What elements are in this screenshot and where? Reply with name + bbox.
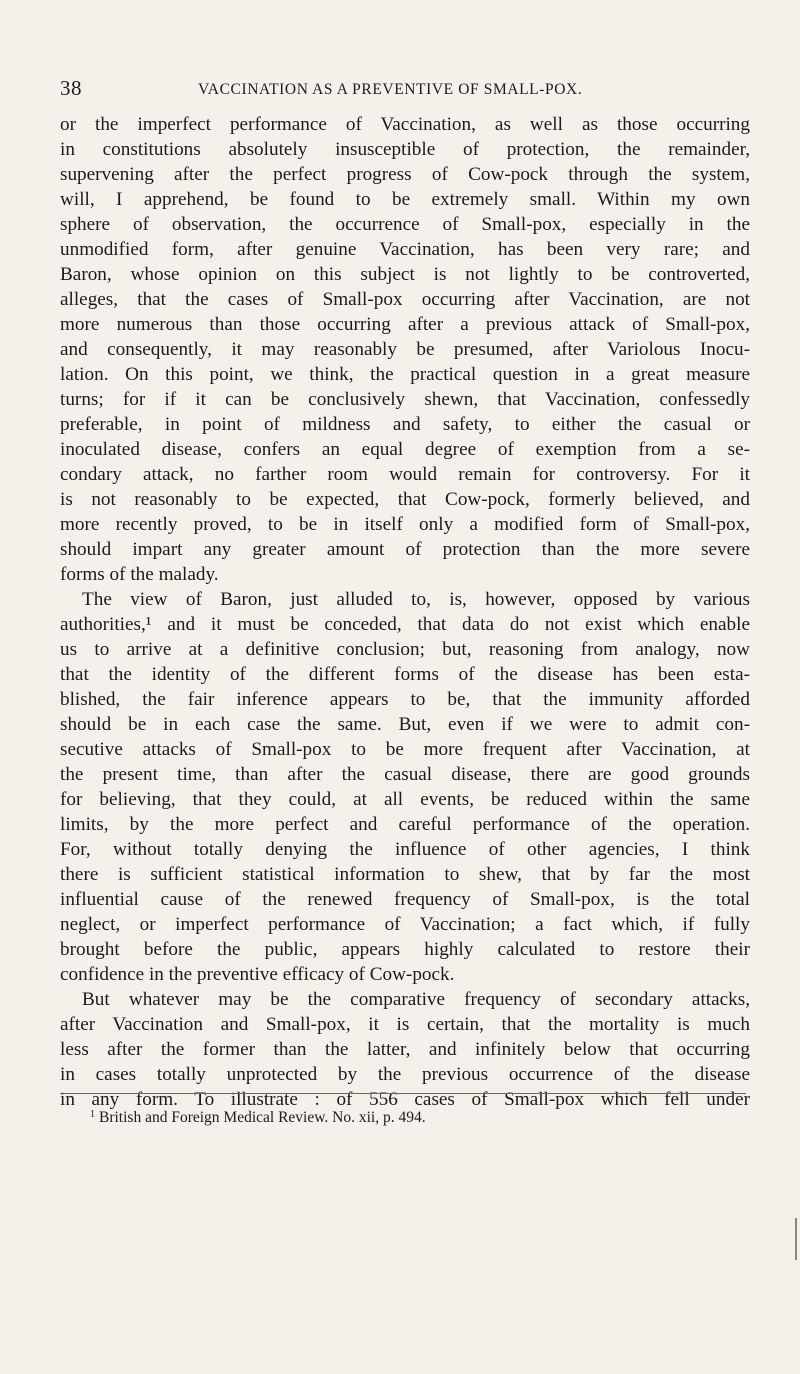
text-line: forms of the malady. bbox=[60, 564, 219, 585]
text-line: The view of Baron, just alluded to, is, however, opposed by various bbox=[82, 589, 750, 610]
text-line: and consequently, it may reasonably be presumed, after Variolous Inocu- bbox=[60, 339, 750, 360]
text-line: turns; for if it can be conclusively shewn, that Vaccination, confessedly bbox=[60, 389, 750, 410]
text-line: in cases totally unprotected by the previous occurrence of the disease bbox=[60, 1064, 750, 1085]
text-line: is not reasonably to be expected, that Cow-pock, formerly believed, and bbox=[60, 489, 750, 510]
text-line: or the imperfect performance of Vaccination, as well as those occurring bbox=[60, 114, 750, 135]
text-line: brought before the public, appears highly calculated to restore their bbox=[60, 939, 750, 960]
text-line: confidence in the preventive efficacy of Cow-pock. bbox=[60, 964, 455, 985]
text-line: more recently proved, to be in itself only a modified form of Small-pox, bbox=[60, 514, 750, 535]
text-line: in constitutions absolutely insusceptible of protection, the remainder, bbox=[60, 139, 750, 160]
text-line: condary attack, no farther room would remain for controversy. For it bbox=[60, 464, 750, 485]
body-text bbox=[60, 112, 750, 1112]
text-line: should impart any greater amount of protection than the more severe bbox=[60, 539, 750, 560]
running-head: VACCINATION AS A PREVENTIVE OF SMALL-POX. bbox=[198, 81, 583, 98]
text-line: more numerous than those occurring after a previous attack of Small-pox, bbox=[60, 314, 750, 335]
text-line: blished, the fair inference appears to be, that the immunity afforded bbox=[60, 689, 750, 710]
footnote-marker: 1 bbox=[90, 1109, 95, 1120]
text-line: preferable, in point of mildness and safety, to either the casual or bbox=[60, 414, 750, 435]
text-line: lation. On this point, we think, the practical question in a great measure bbox=[60, 364, 750, 385]
text-line: the present time, than after the casual disease, there are good grounds bbox=[60, 764, 750, 785]
text-line: unmodified form, after genuine Vaccination, has been very rare; and bbox=[60, 239, 750, 260]
footnote bbox=[90, 1104, 426, 1129]
text-line: us to arrive at a definitive conclusion; but, reasoning from analogy, now bbox=[60, 639, 750, 660]
text-line: influential cause of the renewed frequency of Small-pox, is the total bbox=[60, 889, 750, 910]
footnote-text: British and Foreign Medical Review. No. xii, p. 494. bbox=[99, 1109, 426, 1126]
text-line: for believing, that they could, at all events, be reduced within the same bbox=[60, 789, 750, 810]
text-line: that the identity of the different forms of the disease has been esta- bbox=[60, 664, 750, 685]
text-line: authorities,¹ and it must be conceded, that data do not exist which enable bbox=[60, 614, 750, 635]
page-header bbox=[60, 76, 760, 102]
text-line: there is sufficient statistical information to shew, that by far the most bbox=[60, 864, 750, 885]
text-line: secutive attacks of Small-pox to be more frequent after Vaccination, at bbox=[60, 739, 750, 760]
text-line: less after the former than the latter, and infinitely below that occurring bbox=[60, 1039, 750, 1060]
text-line: sphere of observation, the occurrence of Small-pox, especially in the bbox=[60, 214, 750, 235]
page-number: 38 bbox=[60, 76, 82, 100]
text-line: should be in each case the same. But, even if we were to admit con- bbox=[60, 714, 750, 735]
text-line: But whatever may be the comparative frequency of secondary attacks, bbox=[82, 989, 750, 1010]
text-line: Baron, whose opinion on this subject is not lightly to be controverted, bbox=[60, 264, 750, 285]
text-line: For, without totally denying the influence of other agencies, I think bbox=[60, 839, 750, 860]
text-line: alleges, that the cases of Small-pox occurring after Vaccination, are not bbox=[60, 289, 750, 310]
text-line: neglect, or imperfect performance of Vaccination; a fact which, if fully bbox=[60, 914, 750, 935]
text-line: limits, by the more perfect and careful performance of the operation. bbox=[60, 814, 750, 835]
page-edge-mark bbox=[795, 1218, 797, 1260]
text-line: will, I apprehend, be found to be extremely small. Within my own bbox=[60, 189, 750, 210]
text-line: supervening after the perfect progress of Cow-pock through the system, bbox=[60, 164, 750, 185]
text-line: after Vaccination and Small-pox, it is certain, that the mortality is much bbox=[60, 1014, 750, 1035]
text-line: in any form. To illustrate : of 556 cases of Small-pox which fell under bbox=[60, 1089, 750, 1110]
text-line: inoculated disease, confers an equal degree of exemption from a se- bbox=[60, 439, 750, 460]
footnote-rule bbox=[60, 1093, 746, 1094]
